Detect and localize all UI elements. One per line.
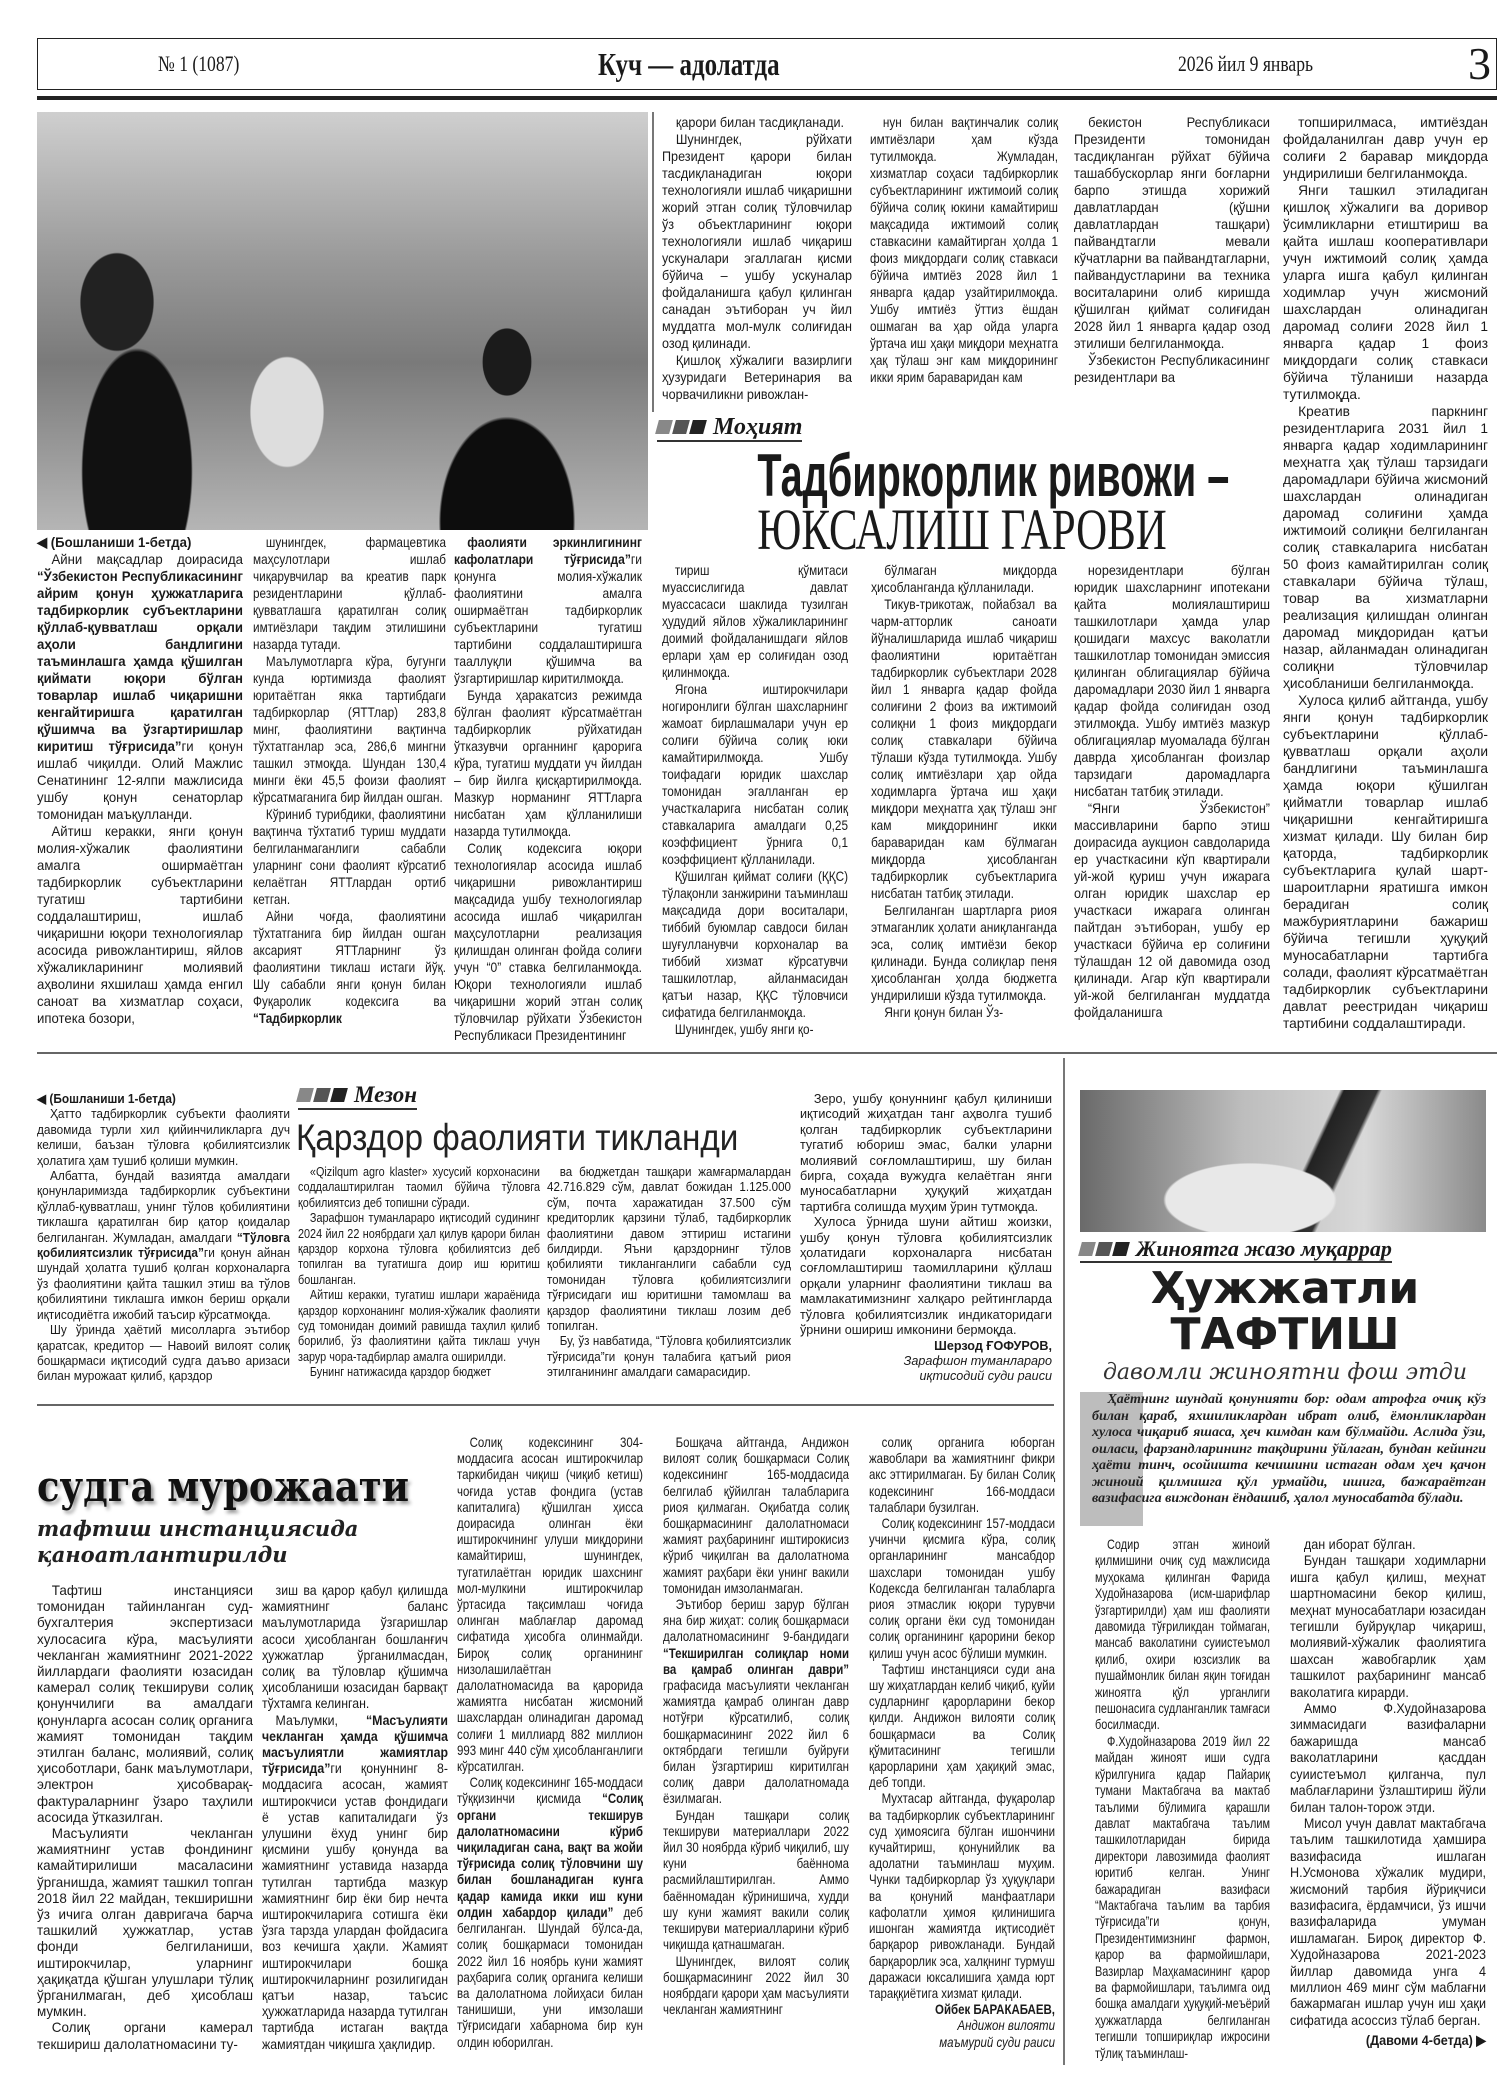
article-column	[870, 114, 1058, 410]
paragraph: Белгиланган шартларга риоя этмаганлик ҳолати аниқланганда эса, солиқ имтиёзи бекор қилинади. Бунда солиқлар пеня ҳисобланган ҳолда бюджетга ундирилиши кўзда тутилмоқда.	[871, 902, 1057, 1003]
paragraph: Қишлоқ хўжалиги вазирлиги ҳузуридаги Ветеринария ва чорвачиликни ривожлан-	[662, 352, 852, 402]
paragraph: бўлмаган миқдорда ҳисобланганда қўлланилади.	[871, 562, 1057, 595]
paragraph: нун билан вақтинчалик солиқ имтиёзлари ҳам кўзда тутилмоқда. Жумладан, хизматлар соҳаси тадбиркорлик субъектларининг ижтимоий солиқ бўйича солиқ юкини камайтириш мақсадида ижтимоий солиқ ставкасини камайтирган ҳолда 1 фоиз миқдордаги солиқ ставкаси бўйича имтиёз 2028 йил 1 январга қадар узайтирилмоқда. Ушбу имтиёз ўттиз ёшдан ошмаган ва ҳар ойда уларга ўртача иш ҳақи миқдори меҳнатга ҳақ тўлаш энг кам миқдорининг икки ярим бараваридан кам	[870, 114, 1058, 385]
paragraph: Янги қонун билан Ўз-	[884, 1004, 1004, 1020]
article-column	[37, 1092, 290, 1394]
paragraph: Содир этган жиноий қилмишини очиқ суд мажлисида муҳокама қилинган Фарида Худойназарова (исм-шарифлар ўзгартирилди) ҳам иш фаолияти давомида тўғриликдан тоймаган, мансаб ваколатини суиистеъмол қилиб, охири юзсизлик ва пушаймонлик билан яқин тоғидан жиноятга қўл урганлиги пешонасига судланганлик тамғаси босилмасди.	[1095, 1536, 1270, 1733]
paragraph: Эътибор бериш зарур бўлган яна бир жиҳат: солиқ бошқармаси далолатномасининг 9-бандидаги “Текширилган солиқлар номи ва қамраб олинган даври” графасида масъулияти чекланган жамиятда қамраб олинган давр нотўғри кўрсатилиб, солиқ бошқармасининг 2022 йил 6 октябрдаги тегишли буйруғи билан ўзгартириш киритилган солиқ даври далолатномада ёзилмаган.	[663, 1596, 849, 1807]
paragraph: Бундан ташқари ходимларни ишга қабул қилиш, меҳнат шартномасини бекор қилиш, меҳнат муносабатлари юзасидан тегишли буйруқлар чиқариш, молиявий-хўжалик фаолиятига шахсан жавобгарлик ҳам ташкилот раҳбарининг мансаб ваколатига кирарди.	[1290, 1552, 1486, 1700]
paragraph: бекистон Республикаси Президенти томонидан тасдиқланган рўйхат бўйича ташаббускорлар янги боғларни барпо этишда хорижий давлатлардан (қўшни давлатлардан ташқари) пайвандтагли мевали кўчатларни ва пайвандтагларни, пайвандустларини ва техника воситаларини олиб киришда қўшилган қиймат солиғидан 2028 йил 1 январга қадар озод этилиши белгиланмоқда.	[1074, 114, 1270, 351]
article-column	[37, 1582, 253, 2064]
paragraph: Бу, ўз навбатида, “Тўловга қобилиятсизлик тўғрисида”ги қонун талабига қатъий риоя этилганининг амалдаги самарасидир.	[547, 1334, 791, 1380]
paragraph: Креатив паркнинг резидентларига 2031 йил 1 январга қадар ходимларининг меҳнатга ҳақ тўлаш тарзидаги даромадлари бўйича жисмоний шахслардан олинадиган даромад солиғини ҳамда ижтимоий солиқни белгиланган солиқ ставкаларига нисбатан 50 фоиз камайтирилган солиқ ставкалари бўйича тўлаш, товар ва хизматларни реализация қилишдан олинган даромад миқдоридан қатъи назар, айланмадан олинадиган солиқни тўловчилар ҳисобланиши белгиланмоқда.	[1283, 403, 1488, 691]
paragraph: Ўзбекистон Республикасининг резидентлари ва	[1074, 352, 1270, 385]
article-column	[869, 1434, 1055, 2064]
bold-text: фаолияти эркинлигининг кафолатлари тўғрисида”	[454, 534, 642, 567]
continued-from-label: ◀ (Бошланиши 1-бетда)	[37, 1092, 176, 1106]
paragraph: Қўшилган қиймат солиғи (ҚҚС) тўлақонли занжирини таъминлаш мақсадида дори воситалари, тиббий буюмлар савдоси билан шуғулланувчи корхоналар ва тиббий хизмат кўрсатувчи ташкилотлар, айланмасидан қатъи назар, ҚҚС тўловчиси сифатида белгиланмоқда.	[662, 868, 848, 1020]
section-kicker	[1080, 1236, 1392, 1263]
author-title: маъмурий суди раиси	[939, 2033, 1055, 2050]
lead-box	[1092, 1392, 1486, 1528]
section-kicker	[298, 1082, 417, 1110]
article-column	[457, 1434, 643, 2064]
author-title: Андижон вилояти	[957, 2017, 1055, 2034]
bold-text: “Текширилган солиқлар номи ва қамраб олинган даври”	[663, 1644, 849, 1677]
section-kicker	[657, 414, 802, 442]
newspaper-title: Куч — адолатда	[598, 46, 780, 82]
paragraph: Тафтиш инстанцияси суди ана шу жиҳатлардан келиб чиқиб, қуйи судларнинг қарорларини бекор қилди. Андижон вилояти солиқ бошқармаси ва Солиқ қўмитасининг тегишли қарорларини ҳам ҳақиқий эмас, деб топди.	[869, 1660, 1055, 1791]
paragraph: Ф.Худойназарова 2019 йил 22 майдан жиноят иши судга кўрилгунига қадар Пайариқ тумани Мактабгача ва мактаб таълими бўлимига қарашли давлат мактабгача таълим ташкилотларидан бирида директори лавозимида фаолият юритиб келган. Унинг бажарадиган вазифаси “Мактабгача таълим ва тарбия тўғрисида”ги қонун, Президентимизнинг фармон, қарор ва фармойишлари, Вазирлар Маҳкамасининг қарор ва фармойишлари, таълимга оид бошқа амалдаги ҳуқуқий-меъёрий ҳужжатларда белгиланган тегишли топшириқлар ижросини тўлиқ таъминлаш-	[1095, 1732, 1270, 2061]
continued-next-label: (Давоми 4-бетда) ▶	[1365, 2032, 1486, 2049]
paragraph: Солиқ кодексининг 157-моддаси учинчи қисмига кўра, солиқ органларининг мансабдор шахслари томонидан ушбу Кодексда белгиланган талабларга риоя этмаслик юқори турувчи солиқ органи ёки суд томонидан солиқ органининг қарорини бекор қилиш учун асос бўлиши мумкин.	[869, 1515, 1055, 1661]
kicker-bars-icon	[1080, 1242, 1128, 1256]
paragraph: Мухтасар айтганда, фуқаролар ва тадбиркорлик субъектларининг суд ҳимоясига бўлган ишончини кучайтириш, қонунийлик ва адолатни таъминлаш муҳим. Чунки тадбиркорлар ўз ҳуқуқлари ва қонуний манфаатлари кафолатли ҳимоя қилинишига ишонган жамиятда иқтисодиёт барқарор ривожланади. Бундай барқарорлик эса, халқнинг турмуш даражаси юксалишига ҳамда юрт тараққиётига хизмат қилади.	[869, 1790, 1055, 2001]
headline-line2: ТАФТИШ	[1170, 1309, 1400, 1360]
paragraph: Солиқ кодексига юқори технологиялар асосида ишлаб чиқаришни ривожлантириш мақсадида ушбу технологиялар асосида ишлаб чиқарилган маҳсулотларни реализация қилишдан олинган фойда солиғи учун “0” ставка белгиланмоқда. Юқори технологияли ишлаб чиқаришни жорий этган солиқ тўловчилар рўйхати Ўзбекистон Республикаси Президентининг	[454, 840, 642, 1043]
paragraph: солиқ органига юборган жавоблари ва жамиятнинг фикри акс эттирилмаган. Бу билан Солиқ кодексининг 166-моддаси талаблари бузилган.	[869, 1434, 1055, 1515]
continued-from-label: ◀ (Бошланиши 1-бетда)	[37, 534, 192, 550]
headline	[652, 442, 1272, 562]
bold-text: “Ўзбекистон Республикасининг айрим қонун ҳужжатларига тадбиркорлик субъектларини қўллаб-қувватлаш орқали аҳоли бандлигини таъминлашга ҳамда қўшилган қиймати юқори бўлган товарлар ишлаб чиқаришни кенгайтиришга қаратилган қўшимча ва ўзгартиришлар киритиш тўғрисида”	[37, 568, 243, 754]
bold-text: “Тадбиркорлик	[253, 1010, 342, 1026]
headline-line1: Тадбиркорлик ривожи –	[757, 442, 1230, 509]
column-divider	[1063, 1058, 1065, 2065]
paragraph: Бошқача айтганда, Андижон вилоят солиқ бошқармаси Солиқ кодексининг 165-моддасида белгилаб қўйилган талабларига риоя қилмаган. Оқибатда солиқ бошқармасининг далолатномаси жамият раҳбарининг иштирокисиз кўриб чиқилган ва далолатнома жамият раҳбари ёки унинг вакили томонидан имзоланмаган.	[663, 1434, 849, 1596]
headline: судга мурожаати	[37, 1462, 410, 1511]
article-column	[871, 562, 1057, 1048]
paragraph: Хулоса ўрнида шуни айтиш жоизки, ушбу қонун тўловга қобилиятсизлик ҳолатидаги корхоналарга нисбатан соғломлаштириш таомилларини қўллаш орқали уларнинг фаолиятини тиклаш ва мамлакатимизнинг халқаро рейтингларда тўловга қобилиятсизлик индикаторидаги ўрнини ошириш имконини бермоқда.	[800, 1215, 1052, 1338]
paragraph: шунингдек, фармацевтика маҳсулотлари ишлаб чиқарувчилар ва креатив парк резидентларини қўллаб-қувватлашга қаратилган солиқ имтиёзлари тақдим этилишини назарда тутади.	[253, 534, 446, 652]
kicker-label: Жиноятга жазо муқаррар	[1136, 1236, 1392, 1261]
author-name: Ойбек БАРАКАБАЕВ,	[935, 2001, 1055, 2018]
paragraph: ва бюджетдан ташқари жамғармалардан 42.716.829 сўм, давлат божидан 1.125.000 сўм, почта харажатидан 37.500 сўм кредиторлик қарзини тўлаб, тадбиркорлик фаолиятини давом эттириш истагини билдирди. Яъни қарздорнинг тўлов қобилияти тикланганлиги сабабли суд томонидан тўловга қобилиятсизлиги тўғрисидаги иш юритишни тамомлаш ва қарздор фаолиятини тиклаш лозим деб топилган.	[547, 1165, 791, 1334]
page-number: 3	[1468, 38, 1491, 89]
headline: Қарздор фаолияти тикланди	[296, 1117, 739, 1158]
paragraph: Бундан ташқари солиқ текшируви материаллари 2022 йил 30 ноябрда кўриб чиқилиб, шу куни баённома расмийлаштирилган. Аммо баённомадан кўринишича, худди шу куни жамият вакили солиқ текшируви материалларини кўриб чиқишда қатнашмаган.	[663, 1806, 849, 1953]
paragraph: Бунинг натижасида қарздор бюджет	[309, 1365, 492, 1380]
subtitle-line: қаноатлантирилди	[37, 1542, 288, 1567]
paragraph: Албатта, бундай вазиятда амалдаги қонунларимизда тадбиркорлик субъектини қўллаб-қувватлаш, унинг тўлов қобилиятини тиклашга қаратилган бир қатор қоидалар белгиланган. Жумладан, амалдаги “Тўловга қобилиятсизлик тўғрисида”ги қонун айнан шундай ҳолатга тушиб қолган корхоналарга ўз фаолиятини қайта ташкил этиш ва тўлов қобилиятини тиклашга имкон бериш орқали иқтисодиётга ижобий таъсир кўрсатмоқда.	[37, 1169, 290, 1322]
paragraph: Шунингдек, рўйхати Президент қарори билан тасдиқланадиган юқори технологияли ишлаб чиқаришни жорий этган солиқ тўловчилар ўз объектларининг юқори технологияли ишлаб чиқариш ускуналари эгаллаган қисми бўйича – ушбу ускуналар фойдаланишга қабул қилинган санадан эътиборан уч йил муддатга мол-мулк солиғидан озод қилинади.	[662, 131, 852, 351]
kicker-label: Моҳият	[713, 414, 803, 440]
kicker-bars-icon	[298, 1088, 346, 1102]
article-column	[800, 1092, 1052, 1394]
article-column	[1074, 114, 1270, 410]
paragraph: топширилмаса, имтиёздан фойдаланилган давр учун ер солиғи 2 баравар миқдорда ундирилиши белгиланмоқда.	[1283, 114, 1488, 181]
article-column	[262, 1582, 448, 2064]
paragraph: Мисол учун давлат мактабгача таълим ташкилотида ҳамшира вазифасида ишлаган Н.Усмонова хўжалик мудири, жисмоний тарбия йўриқчиси вазифасига, ёрдамчиси, ўз ишчи вазифаларида умуман ишламаган. Бироқ директор Ф. Худойназарова 2021-2023 йиллар давомида унга 4 миллион 469 минг сўм маблағни бажармаган ишлар учун иш ҳақи сифатида асоссиз тўлаб берган.	[1290, 1814, 1486, 2028]
author-title: Зарафшон туманлараро	[903, 1353, 1052, 1368]
paragraph: Солиқ органи камерал текшириш далолатномасини ту-	[37, 2019, 254, 2052]
paragraph: фаолияти эркинлигининг кафолатлари тўғрисида”ги қонунга молия-хўжалик фаолиятини амалга оширмаётган тадбиркорлик субъектларини тугатиш тартибини соддалаштиришга тааллуқли қўшимча ва ўзгартиришлар киритилмоқда.	[454, 534, 642, 686]
author-name: Шерзод ҒОФУРОВ,	[934, 1338, 1052, 1353]
paragraph: дан иборат бўлган.	[1303, 1536, 1416, 1552]
paragraph: Маълумотларга кўра, бугунги кунда юртимизда фаолият юритаётган якка тартибдаги тадбиркорлар (ЯТТлар) 283,8 минг, фаолиятини вақтинча тўхтатганлар эса, 286,6 мингни ташкил этмоқда. Шундан 130,4 минги ёки 45,5 фоизи фаолият кўрсатмаганига бир йилдан ошган.	[253, 653, 446, 805]
paragraph: Маълумки, “Масъулияти чекланган ҳамда қўшимча масъулиятли жамиятлар тўғрисида”ги қонуннинг 8-моддасига асосан, жамият иштирокчиси устав фондидаги ё устав капиталидаги ўз улушини ёхуд унинг бир қисмини ушбу қонунда ва жамиятнинг уставида назарда тутилган тартибда мазкур жамиятнинг бир ёки бир нечта иштирокчиларига сотишга ёки ўзга тарзда улардан фойдасига воз кечишга ҳақли. Жамият иштирокчилари бошқа иштирокчиларнинг розилигидан қатъи назар, таъсис ҳужжатларида назарда тутилган тартибда истаган вақтда жамиятдан чиқишга ҳақлидир.	[262, 1711, 448, 2052]
issue-number: № 1 (1087)	[158, 51, 240, 76]
author-title: иқтисодий суди раиси	[919, 1369, 1052, 1384]
subtitle	[37, 1516, 358, 1568]
exhibition-photo	[37, 112, 648, 530]
paragraph: Зарафшон туманлараро иқтисодий судининг 2024 йил 22 ноябрдаги ҳал қилув қарори билан қарздор корхона тўловга қобилиятсиз деб топилган ва тугатишга доир иш юритиш бошланган.	[298, 1211, 540, 1287]
paragraph: Айни мақсадлар доирасида “Ўзбекистон Республикасининг айрим қонун ҳужжатларига тадбиркорлик субъектларини қўллаб-қувватлаш орқали аҳоли бандлигини таъминлашга ҳамда қўшилган қиймати юқори бўлган товарлар ишлаб чиқаришни кенгайтиришга қаратилган қўшимча ва ўзгартиришлар киритиш тўғрисида”ги қонун ишлаб чиқилди. Олий Мажлис Сенатининг 12-ялпи мажлисида ушбу қонун сенаторлар томонидан маъқулланди.	[37, 551, 243, 822]
article-column	[662, 114, 852, 410]
issue-date: 2026 йил 9 январь	[1178, 51, 1314, 76]
paragraph: Янги ташкил этиладиган қишлоқ хўжалиги ва доривор ўсимликларни етиштириш ва қайта ишлаш кооперативлари учун ижтимоий солиқ ҳамда уларга ишга қабул қилинган ходимлар учун жисмоний шахслардан олинадиган даромад солиғи 2028 йил 1 январга қадар 1 фоиз миқдордаги солиқ ставкаси бўйича тўланиши назарда тутилмоқда.	[1283, 182, 1488, 402]
headline	[1075, 1263, 1495, 1360]
paragraph: Тафтиш инстанцияси томонидан тайинланган суд-бухгалтерия экспертизаси хулосасига кўра, масъулияти чекланган жамиятнинг 2021-2022 йиллардаги фаолияти юзасидан камерал солиқ текшируви солиқ қонунчилиги ва амалдаги қонунларга асосан солиқ органига жамият томонидан тақдим этилган баланс, молиявий, солиқ ҳисоботлари, банк маълумотлари, электрон ҳисобварақ-фактураларнинг ўзаро таҳлили асосида ўтказилган.	[37, 1582, 254, 1825]
bold-text: “Тўловга қобилиятсизлик тўғрисида”	[37, 1230, 290, 1261]
paragraph: Шунингдек, ушбу янги қо-	[674, 1021, 814, 1037]
article-column	[1283, 114, 1488, 1048]
bold-text: “Масъулияти чекланган ҳамда қўшимча масъулиятли жамиятлар тўғрисида”	[262, 1711, 448, 1777]
paragraph: Ягона иштирокчилари ногиронлиги бўлган шахсларнинг жамоат бирлашмалари учун ер солиғи бўйича солиқ юки камайтирилмоқда. Ушбу тоифадаги юридик шахслар томонидан эгалланган ер участкаларига нисбатан солиқ ставкаларига амалдаги 0,25 коэффициент ўрнига 0,1 коэффициент қўлланилади.	[662, 681, 848, 867]
paragraph: зиш ва қарор қабул қилишда жамиятнинг баланс маълумотларида ўзгаришлар асоси ҳисобланган бошланғич ҳужжатлар ўрганилмасдан, солиқ ва тўловлар қўшимча ҳисобланиши юзасидан барвақт тўхтамга келинган.	[262, 1582, 448, 1712]
paragraph: Кўриниб турибдики, фаолиятини вақтинча тўхтатиб туриш муддати белгиланмаганлиги сабабли уларнинг сони фаолият кўрсатиб келаётган ЯТТлардан ортиб кетган.	[253, 806, 446, 907]
kicker-bars-icon	[657, 420, 705, 434]
kicker-label: Мезон	[354, 1082, 417, 1107]
paragraph: «Qizilqum agro klaster» хусусий корхонасини соддалаштирилган таомил бўйича тўловга қобилиятсиз деб топишни сўради.	[298, 1165, 540, 1210]
document-signing-photo	[1080, 1090, 1486, 1232]
article-column	[1290, 1536, 1486, 2064]
paragraph: Айтиш керакки, тугатиш ишлари жараёнида қарздор корхонанинг молия-хўжалик фаолияти суд томонидан доимий равишда таҳлил қилиб борилиб, ўз фаолиятини қайта тиклаш учун зарур чора-тадбирлар амалга оширилди.	[298, 1288, 540, 1364]
paragraph: Ҳатто тадбиркорлик субъекти фаолияти давомида турли хил қийинчиликларга дуч келиши, баъзан тўловга қобилиятсизлик ҳолатига ҳам тушиб қолиши мумкин.	[37, 1107, 290, 1168]
paragraph: Масъулияти чекланган жамиятнинг устав фондининг камайтирилиши масаласини ўрганишда, жамият ташкил топган 2018 йил 22 майдан, текширишни ўз ичига олган давригача барча ташкилий ҳужжатлар, устав фонди белгиланиши, иштирокчилар, уларнинг ҳақиқатда қўшган улушлари тўлиқ ўрганилмаган, деб ҳисоблаш мумкин.	[37, 1825, 254, 2020]
article-column	[1074, 562, 1270, 1048]
subtitle: давомли жиноятни фош этди	[1102, 1360, 1468, 1385]
paragraph: Айни чоғда, фаолиятини тўхтатганига бир йилдан ошган аксарият ЯТТларнинг ўз фаолиятини тиклаш истаги йўқ. Шу сабабли янги қонун билан Фуқаролик кодексига ва “Тадбиркорлик	[253, 908, 446, 1026]
paragraph: Хулоса қилиб айтганда, ушбу янги қонун тадбиркорлик субъектларини қўллаб-қувватлаш орқали аҳоли бандлигини таъминлашга ҳамда юқори қўшилган қийматли товарлар ишлаб чиқаришни кенгайтиришга хизмат қилади. Шу билан бир қаторда, тадбиркорлик субъектларига қулай шарт-шароитларни яратишга имкон берадиган солиқ мажбуриятларини бажариш бўйича тегишли ҳуқуқий муносабатларни тартибга солади, фаолият кўрсатмаётган тадбиркорлик субъектларини давлат реестридан чиқариш тартибини соддалаштиради.	[1283, 692, 1488, 1031]
lead-paragraph: Ҳаётнинг шундай қонунияти бор: одам атрофга очиқ кўз билан қараб, яхшиликлардан ибрат олиб, ёмонликлардан хулоса чиқариб яшаса, ҳеч кимдан кам бўлмайди. Аслида ўзи, оиласи, фарзандларининг тақдирини ўйлаган, бундан кейинги ҳаёти тинч, осойишта кечишини истаган одам ҳеч қачон жиноий қилмишга қўл урмайди, ишига, бажараётган вазифасига виждонан ёндашиб, ҳалол муносабатда бўлади.	[1092, 1392, 1486, 1506]
paragraph: Шунингдек, вилоят солиқ бошқармасининг 2022 йил 30 ноябрдаги қарори ҳам масъулияти чекланган жамиятнинг	[663, 1952, 849, 2018]
paragraph: Шу ўринда ҳаётий мисолларга эътибор қаратсак, кредитор — Навоий вилоят солиқ бошқармаси иқтисодий судга даъво аризаси билан мурожаат қилиб, қарздор	[37, 1323, 290, 1384]
paragraph: Аммо Ф.Худойназарова зиммасидаги вазифаларни бажаришда мансаб ваколатларини қасддан суиистеъмол қилганча, пул маблағларини ўзлаштириш йўли билан талон-торож этди.	[1290, 1700, 1486, 1815]
paragraph: Солиқ кодексининг 304-моддасига асосан иштирокчилар таркибидан чиқиш (чиқиб кетиш) чоғида устав фондига (устав капиталига) қўшилган ҳисса доирасида олинган ёки иштирокчининг улуши миқдорини камайтириш, шунингдек, тугатилаётган юридик шахснинг мол-мулкини иштирокчилар ўртасида тақсимлаш чоғида олинган маблағлар даромад сифатида ҳисобга олинмайди. Бироқ солиқ органининг низолашилаётган далолатномасида ва қарорида жамиятга нисбатан жисмоний шахслардан олинадиган даромад солиғи 1 миллиард 882 миллион 993 минг 440 сўм ҳисобланганлиги кўрсатилган.	[457, 1434, 643, 1775]
article-column	[253, 534, 446, 1048]
article-column	[1095, 1536, 1270, 2064]
paragraph: қарори билан тасдиқланади.	[675, 114, 845, 130]
paragraph: “Янги Ўзбекистон” массивларини барпо этиш доирасида аукцион савдоларида ер участкасини кўп квартирали уй-жой қуриш учун ижарага олган юридик шахслар ер участкаси ижарага олинган пайтдан эътиборан, ушбу ер участкаси бўйича ер солиғини тўлашдан 12 ой давомида озод қилинади. Агар кўп квартирали уй-жой белгиланган муддатда фойдаланишга	[1074, 800, 1270, 1020]
paragraph: Бунда ҳаракатсиз режимда бўлган фаолият кўрсатмаётган тадбиркорлик рўйхатидан ўтказувчи органнинг қарорига кўра, тугатиш муддати уч йилдан – бир йилга қисқартирилмоқда. Мазкур норманинг ЯТТларга нисбатан ҳам қўлланилиши назарда тутилмоқда.	[454, 687, 642, 839]
article-column	[663, 1434, 849, 2064]
article-column	[298, 1165, 540, 1395]
paragraph: Айтиш керакки, янги қонун молия-хўжалик фаолиятини амалга оширмаётган тадбиркорлик субъектларини тугатиш тартибини соддалаштириш, ишлаб чиқаришни юқори технологиялар асосида ривожлантириш, яйлов хўжаликларининг молиявий аҳволини яхшилаш ҳамда енгил саноат ва хизматлар соҳаси, ипотека бозори,	[37, 823, 243, 1026]
author-signoff	[869, 2001, 1055, 2050]
section-divider	[37, 1052, 1497, 1054]
author-signoff	[800, 1339, 1052, 1385]
headline-line1: Ҳужжатли	[1150, 1263, 1420, 1314]
article-column	[662, 562, 848, 1048]
article-column	[547, 1165, 791, 1395]
column-divider	[652, 112, 654, 412]
article-column	[454, 534, 642, 1048]
headline-line2: ЮКСАЛИШ ГАРОВИ	[757, 497, 1167, 562]
paragraph: Солиқ кодексининг 165-моддаси тўққизинчи қисмида “Солиқ органи текширув далолатномасини кўриб чиқиладиган сана, вақт ва жойи тўғрисида солиқ тўловчини шу билан бошланадиган кунга қадар камида икки иш куни олдин хабардор қилади” деб белгиланган. Шундай бўлса-да, солиқ бошқармаси томонидан 2022 йил 16 ноябрь куни жамият раҳбарига солиқ органига келиши ва далолатнома лойиҳаси билан танишиши, уни имзолаши тўғрисидаги хабарнома бир кун олдин юборилган.	[457, 1774, 643, 2050]
paragraph: норезидентлари бўлган юридик шахсларнинг ипотекани қайта молиялаштириш ташкилотлари ҳамда улар қошидаги махсус ваколатли ташкилотлар томонидан эмиссия қилинган облигациялар бўйича даромадлари 2030 йил 1 январга қадар фойда солиғидан озод этилмоқда. Ушбу имтиёз мазкур облигациялар муомалада бўлган даврда ҳисобланган фоизлар тарзидаги даромадларга нисбатан татбиқ этилади.	[1074, 562, 1270, 799]
header-rule	[37, 96, 1497, 100]
subtitle-line: тафтиш инстанциясида	[37, 1516, 359, 1541]
bold-text: “Солиқ органи текширув далолатномасини кўриб чиқиладиган сана, вақт ва жойи тўғрисида солиқ тўловчини шу билан бошланадиган кунга қадар камида икки иш куни олдин хабардор қилади”	[457, 1790, 643, 1920]
paragraph: тириш қўмитаси муассислигида давлат муассасаси шаклида тузилган ҳудудий яйлов хўжаликларининг доимий фойдаланишдаги яйлов ерлари ҳам ер солиғидан озод қилинмоқда.	[662, 562, 848, 680]
paragraph: Тикув-трикотаж, пойабзал ва чарм-атторлик саноати йўналишларида ишлаб чиқариш фаолиятини юритаётган тадбиркорлик субъектлари 2028 йил 1 январга қадар фойда солиғини 2 фоиз ва ижтимоий солиқни 1 фоиз миқдордаги солиқ ставкалари бўйича тўлаши кўзда тутилмоқда. Ушбу солиқ имтиёзлари ҳар ойда ходимларга ўртача иш ҳақи миқдори меҳнатга ҳақ тўлаш энг кам миқдорининг икки бараваридан кам бўлмаган миқдорда ҳисобланган тадбиркорлик субъектларига нисбатан татбиқ этилади.	[871, 596, 1057, 901]
section-divider	[37, 1404, 1054, 1406]
page-header	[37, 38, 1497, 90]
paragraph: Зеро, ушбу қонуннинг қабул қилиниши иқтисодий жиҳатдан танг аҳволга тушиб қолган тадбиркорлик субъектларини тугатиб юбориш эмас, балки уларни молиявий соғломлаштириш, шу билан бирга, соҳада вужудга келаётган янги муносабатларни ҳуқуқий жиҳатдан тартибга солишда муҳим ўрин тутмоқда.	[800, 1092, 1052, 1214]
article-column	[37, 534, 243, 1048]
